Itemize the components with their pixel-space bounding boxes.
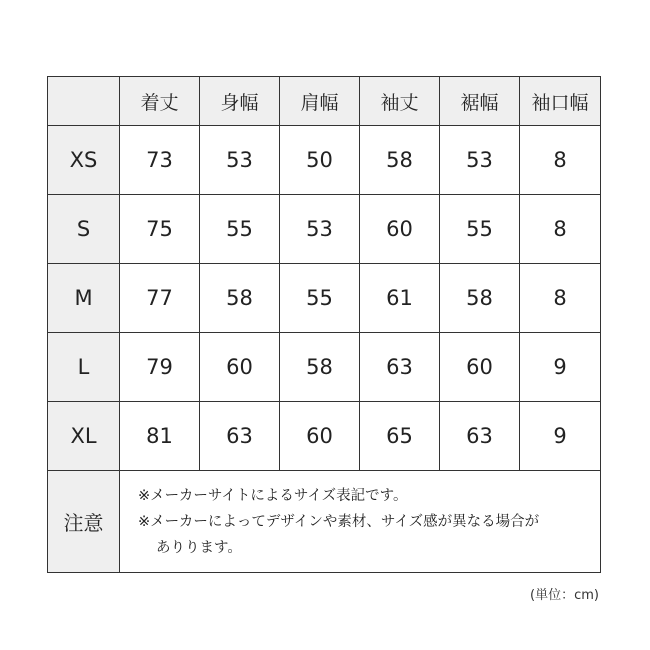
header-row	[48, 77, 601, 126]
table-cell: 81	[120, 402, 200, 471]
size-label: XL	[48, 402, 120, 471]
table-cell: 60	[280, 402, 360, 471]
size-label: M	[48, 264, 120, 333]
size-label: XS	[48, 126, 120, 195]
size-chart-body	[48, 77, 601, 573]
size-label: L	[48, 333, 120, 402]
table-cell: 55	[280, 264, 360, 333]
column-header-body-width: 身幅	[200, 77, 280, 126]
note-row	[48, 471, 601, 573]
table-row	[48, 333, 601, 402]
table-row	[48, 402, 601, 471]
table-cell: 9	[520, 333, 601, 402]
table-cell: 61	[360, 264, 440, 333]
column-header-cuff-width: 袖口幅	[520, 77, 601, 126]
table-cell: 50	[280, 126, 360, 195]
table-cell: 8	[520, 126, 601, 195]
table-cell: 60	[440, 333, 520, 402]
size-label: S	[48, 195, 120, 264]
column-header-hem-width: 裾幅	[440, 77, 520, 126]
table-cell: 79	[120, 333, 200, 402]
column-header-shoulder-width: 肩幅	[280, 77, 360, 126]
table-row	[48, 126, 601, 195]
table-cell: 58	[200, 264, 280, 333]
table-cell: 58	[280, 333, 360, 402]
column-header-sleeve-length: 袖丈	[360, 77, 440, 126]
note-text	[120, 471, 601, 573]
note-label: 注意	[48, 471, 120, 573]
table-cell: 8	[520, 264, 601, 333]
table-cell: 9	[520, 402, 601, 471]
column-header-length: 着丈	[120, 77, 200, 126]
note-line: ありります。	[156, 539, 242, 556]
table-cell: 73	[120, 126, 200, 195]
table-cell: 65	[360, 402, 440, 471]
table-cell: 60	[200, 333, 280, 402]
table-row	[48, 264, 601, 333]
table-cell: 63	[200, 402, 280, 471]
table-cell: 58	[440, 264, 520, 333]
table-cell: 55	[200, 195, 280, 264]
table-cell: 8	[520, 195, 601, 264]
note-line: ※メーカーによってデザインや素材、サイズ感が異なる場合が	[138, 513, 540, 530]
table-cell: 55	[440, 195, 520, 264]
corner-cell	[48, 77, 120, 126]
table-cell: 60	[360, 195, 440, 264]
table-cell: 77	[120, 264, 200, 333]
table-row	[48, 195, 601, 264]
table-cell: 58	[360, 126, 440, 195]
note-line: ※メーカーサイトによるサイズ表記です。	[138, 487, 408, 504]
unit-label: (単位：cm)	[530, 588, 599, 603]
table-cell: 53	[440, 126, 520, 195]
table-cell: 63	[360, 333, 440, 402]
table-cell: 75	[120, 195, 200, 264]
table-cell: 63	[440, 402, 520, 471]
size-chart-table	[47, 76, 601, 573]
table-cell: 53	[200, 126, 280, 195]
table-cell: 53	[280, 195, 360, 264]
